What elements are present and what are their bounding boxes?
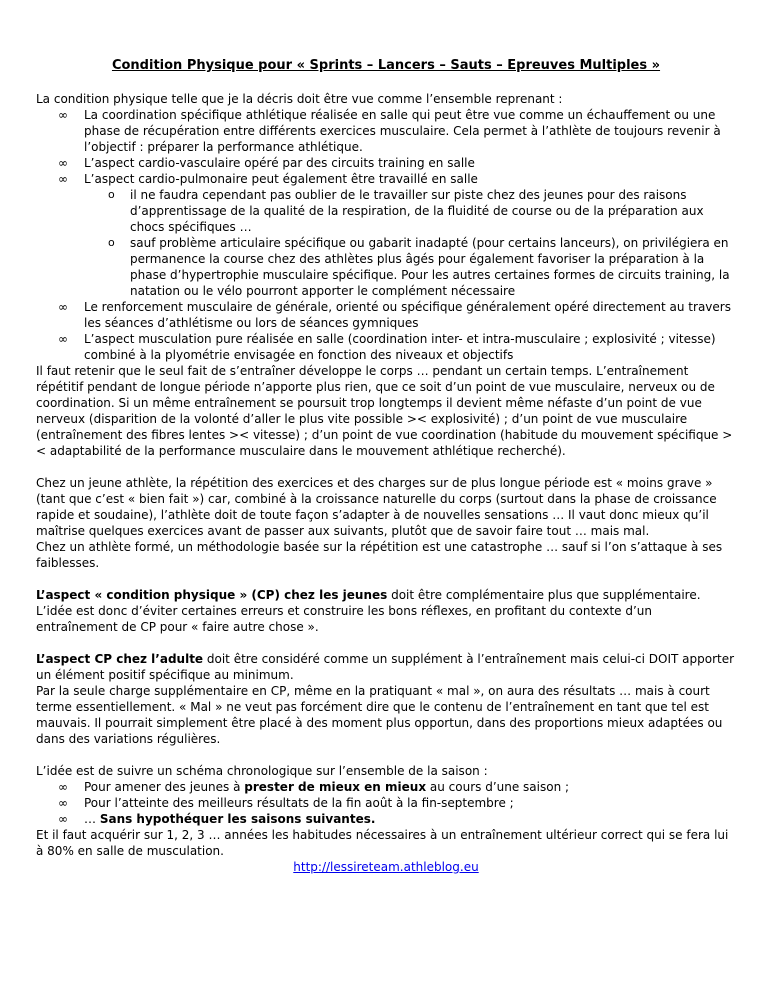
blog-link-paragraph [36, 859, 736, 875]
bullet-list [36, 107, 736, 363]
text-run: Chez un jeune athlète, la répétition des exercices et des charges sur de plus longue période est « moins grave » (tant que c’est « bien fait ») car, combiné à la croissance naturelle du corps (surtout dans la phase de croissance rapide et soudaine), l’athlète doit de toute façon s’adapter à de nouvelles sensations … Il vaut donc mieux qu’il maîtrise quelques exercices avant de passer aux suivants, plutôt que de savoir faire tout … mais mal. [36, 476, 717, 538]
text-run: L’aspect musculation pure réalisée en salle (coordination inter- et intra-musculaire ; explosivité ; vitesse) combiné à la plyométrie envisagée en fonction des niveaux et objectifs [84, 332, 716, 362]
text-run: sauf problème articulaire spécifique ou gabarit inadapté (pour certains lanceurs), on privilégiera en permanence la course chez des athlètes plus âgés pour également favoriser la préparation à la phase d’hypertrophie musculaire spécifique. Pour les autres certaines formes de circuits training, la natation ou le vélo pourront apporter le complément nécessaire [130, 236, 730, 298]
infinity-bullet-icon: ∞ [58, 156, 68, 170]
bullet-list [36, 779, 736, 827]
list-item [36, 811, 736, 827]
text-run: L’idée est donc d’éviter certaines erreurs et construire les bons réflexes, en profitant du contexte d’un entraînement de CP pour « faire autre chose ». [36, 604, 652, 634]
page-title: Condition Physique pour « Sprints – Lancers – Sauts – Epreuves Multiples » [111, 58, 661, 73]
text-run: doit être complémentaire plus que supplémentaire. [387, 588, 701, 602]
bold-text-run: Sans hypothéquer les saisons suivantes. [99, 812, 376, 826]
infinity-bullet-icon: ∞ [58, 332, 68, 346]
cp-adulte-detail-paragraph [36, 683, 736, 747]
formed-athlete-paragraph [36, 539, 736, 571]
text-run: Le renforcement musculaire de générale, orienté ou spécifique généralement opéré directement au travers les séances d’athlétisme ou lors de séances gymniques [84, 300, 731, 330]
infinity-bullet-icon: ∞ [58, 300, 68, 314]
text-run: Pour l’atteinte des meilleurs résultats de la fin août à la fin-septembre ; [84, 796, 514, 810]
list-item [36, 107, 736, 155]
list-item-text [84, 107, 736, 155]
season-schema-paragraph [36, 763, 736, 779]
closing-paragraph [36, 827, 736, 859]
list-item [36, 795, 736, 811]
cp-adulte-paragraph [36, 651, 736, 683]
intro-paragraph [36, 91, 736, 107]
list-item [36, 299, 736, 331]
infinity-bullet-icon: ∞ [58, 780, 68, 794]
text-run: Il faut retenir que le seul fait de s’entraîner développe le corps … pendant un certain temps. L’entraînement répétitif pendant de longue période n’apporte plus rien, que ce soit d’un point de vue musculaire, nerveux ou de coordination. Si un même entraînement se poursuit trop longtemps il devient même néfaste d’un point de vue nerveux (disparition de la volonté d’aller le plus vite possible >< explosivité) ; d’un point de vue musculaire (entraînement des fibres lentes >< vitesse) ; d’un point de vue coordination (habitude du mouvement spécifique >< adaptabilité de la performance musculaire dans le mouvement athlétique recherché). [36, 364, 733, 458]
infinity-bullet-icon: ∞ [58, 108, 68, 122]
infinity-bullet-icon: ∞ [58, 172, 68, 186]
list-item-text [84, 331, 736, 363]
young-athlete-paragraph [36, 475, 736, 539]
list-item-text [84, 299, 736, 331]
infinity-bullet-icon: ∞ [58, 812, 68, 826]
cp-jeunes-paragraph [36, 587, 736, 603]
list-item-text [130, 235, 736, 299]
text-run: La condition physique telle que je la décris doit être vue comme l’ensemble reprenant : [36, 92, 563, 106]
list-item-text [84, 795, 736, 811]
list-item [36, 235, 736, 299]
text-run: … [84, 812, 100, 826]
text-run: Pour amener des jeunes à [84, 780, 245, 794]
list-item [36, 155, 736, 171]
cp-jeunes-idea-paragraph [36, 603, 736, 635]
list-item-text [84, 811, 736, 827]
text-run: doit être considéré comme un supplément à l’entraînement mais celui-ci DOIT apporter un élément positif spécifique au minimum. [36, 652, 735, 682]
text-run: Par la seule charge supplémentaire en CP, même en la pratiquant « mal », on aura des résultats … mais à court terme essentiellement. « Mal » ne veut pas forcément dire que le contenu de l’entraînement en tant que tel est mauvais. Il pourrait simplement être placé à des moment plus opportun, dans des proportions mieux adaptées ou dans des variations régulières. [36, 684, 723, 746]
text-run: L’idée est de suivre un schéma chronologique sur l’ensemble de la saison : [36, 764, 488, 778]
text-run: La coordination spécifique athlétique réalisée en salle qui peut être vue comme un échauffement ou une phase de récupération entre différents exercices musculaire. Cela permet à l’athlète de toujours revenir à l’objectif : préparer la performance athlétique. [84, 108, 721, 154]
list-item-text [84, 779, 736, 795]
text-run: au cours d’une saison ; [426, 780, 570, 794]
text-run: Et il faut acquérir sur 1, 2, 3 … années les habitudes nécessaires à un entraînement ultérieur correct qui se fera lui à 80% en salle de musculation. [36, 828, 729, 858]
list-item-text [84, 171, 736, 187]
infinity-bullet-icon: ∞ [58, 796, 68, 810]
list-item [36, 187, 736, 235]
text-run: L’aspect cardio-vasculaire opéré par des circuits training en salle [84, 156, 475, 170]
text-run: L’aspect cardio-pulmonaire peut également être travaillé en salle [84, 172, 478, 186]
circle-bullet-icon: o [108, 236, 115, 249]
list-item-text [84, 155, 736, 171]
list-item-text [130, 187, 736, 235]
list-item [36, 331, 736, 363]
circle-bullet-icon: o [108, 188, 115, 201]
bold-text-run: L’aspect « condition physique » (CP) chez les jeunes [36, 588, 388, 602]
list-item [36, 779, 736, 795]
document-body [36, 91, 736, 875]
training-effect-paragraph [36, 363, 736, 459]
bold-text-run: L’aspect CP chez l’adulte [36, 652, 204, 666]
text-run: il ne faudra cependant pas oublier de le travailler sur piste chez des jeunes pour des raisons d’apprentissage de la qualité de la respiration, de la fluidité de course ou de la préparation aux chocs spécifiques … [130, 188, 704, 234]
list-item [36, 171, 736, 187]
blog-link[interactable]: http://lessireteam.athleblog.eu [293, 860, 479, 874]
bold-text-run: prester de mieux en mieux [244, 780, 427, 794]
text-run: Chez un athlète formé, un méthodologie basée sur la répétition est une catastrophe … sauf si l’on s’attaque à ses faiblesses. [36, 540, 723, 570]
